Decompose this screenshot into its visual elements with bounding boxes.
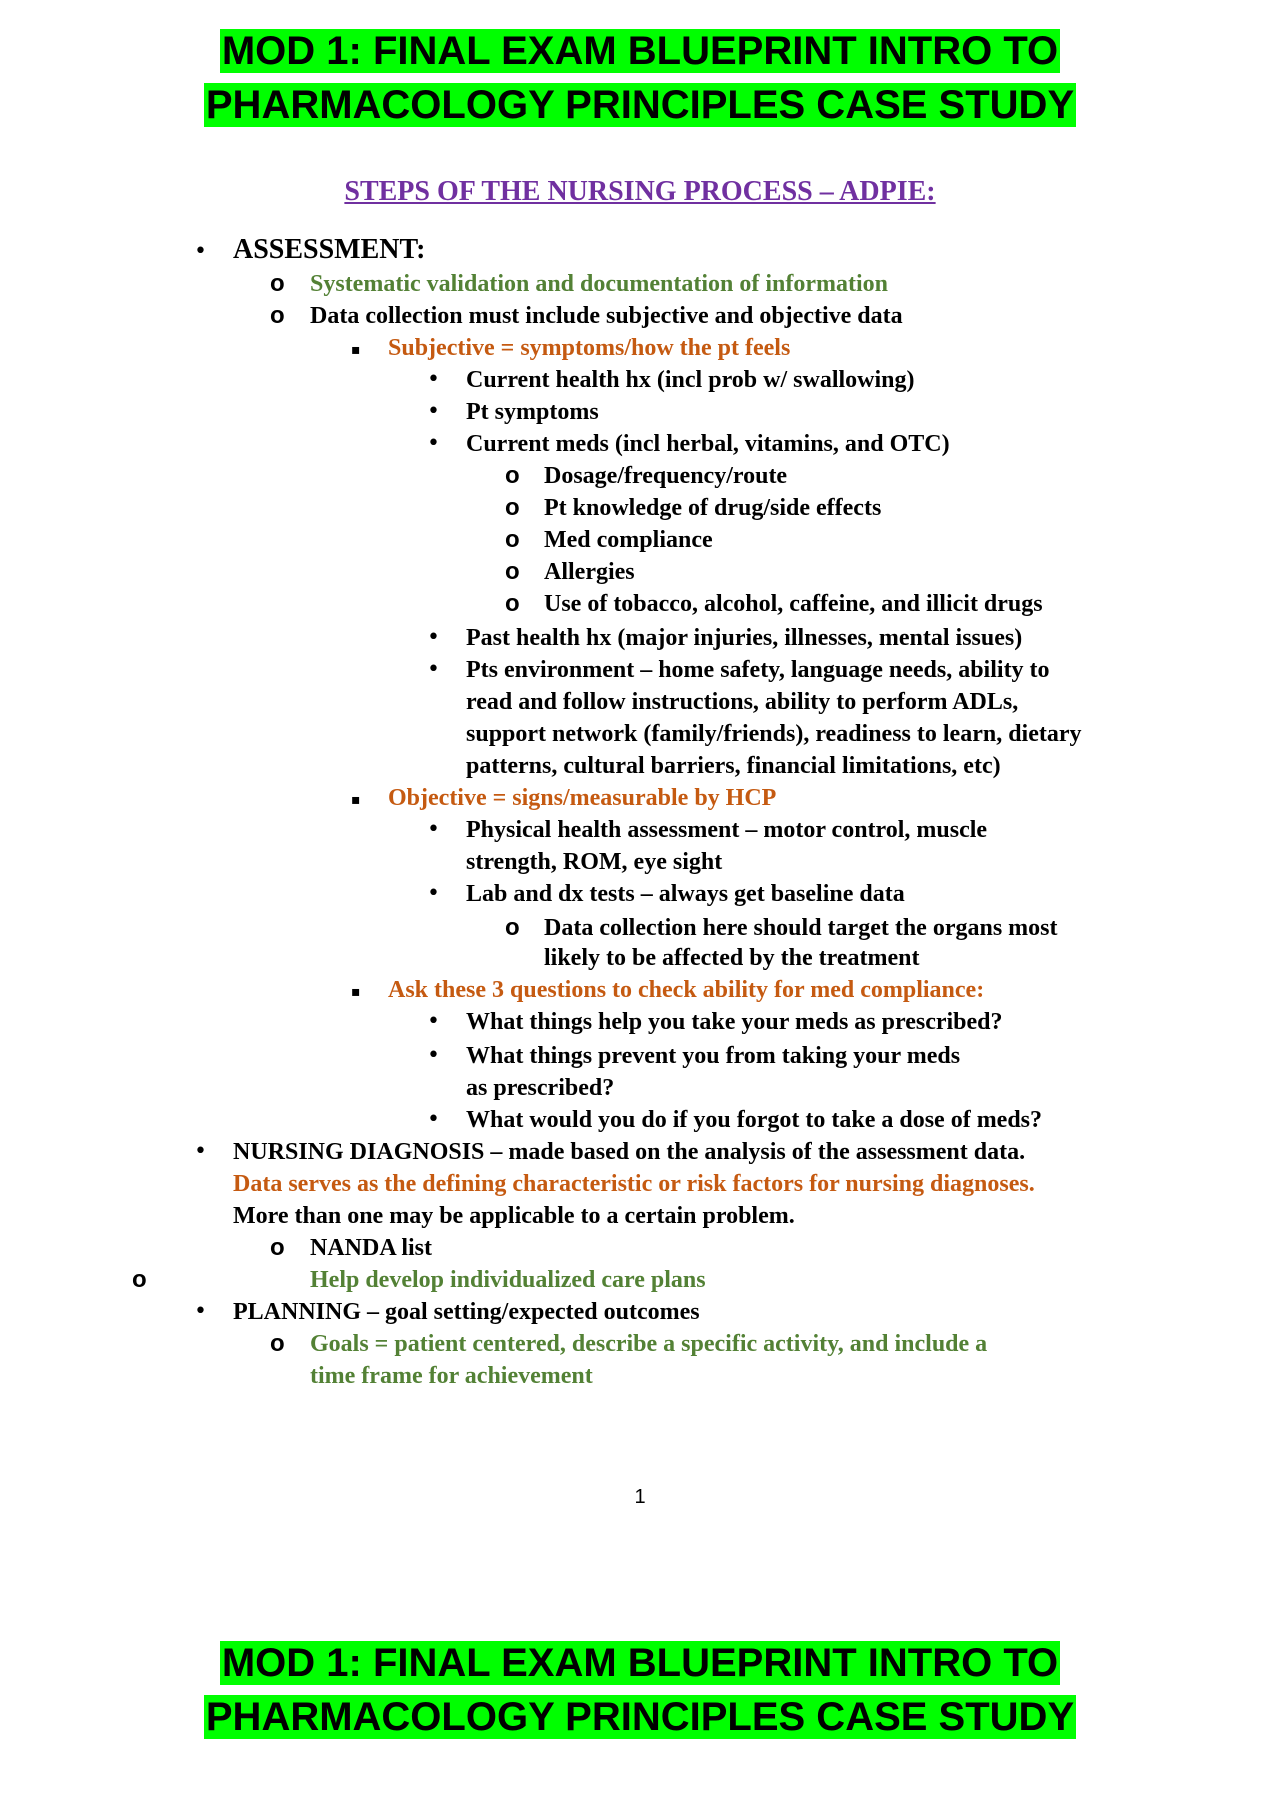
questions-title: Ask these 3 questions to check ability for med compliance: <box>388 977 985 1003</box>
environment-line: Pts environment – home safety, language needs, ability to <box>466 657 1050 683</box>
diagnosis-item: Help develop individualized care plans <box>310 1267 706 1293</box>
disc-bullet: • <box>427 657 440 682</box>
objective-item-cont: strength, ROM, eye sight <box>466 849 723 875</box>
subjective-item: Past health hx (major injuries, illnesses, mental issues) <box>466 625 1023 651</box>
environment-line: patterns, cultural barriers, financial limitations, etc) <box>466 753 1001 779</box>
objective-detail-cont: likely to be affected by the treatment <box>544 945 920 971</box>
objective-title: Objective = signs/measurable by HCP <box>388 785 777 811</box>
circle-bullet: o <box>505 494 520 521</box>
title-banner-top <box>0 24 1280 132</box>
disc-bullet: • <box>194 239 207 264</box>
planning-item: Goals = patient centered, describe a specific activity, and include a <box>310 1331 988 1357</box>
banner-line-2: PHARMACOLOGY PRINCIPLES CASE STUDY <box>205 1695 1075 1739</box>
circle-bullet: o <box>270 302 285 329</box>
circle-bullet: o <box>505 526 520 553</box>
square-bullet: ▪ <box>351 342 361 358</box>
section-heading: STEPS OF THE NURSING PROCESS – ADPIE: <box>344 176 936 207</box>
diagnosis-text: Data serves as the defining characteristic or risk factors for nursing diagnoses. <box>233 1171 1035 1197</box>
question-item: What things prevent you from taking your meds <box>466 1043 961 1069</box>
disc-bullet: • <box>427 817 440 842</box>
banner-line-2: PHARMACOLOGY PRINCIPLES CASE STUDY <box>205 83 1075 127</box>
circle-bullet: o <box>505 590 520 617</box>
disc-bullet: • <box>427 367 440 392</box>
circle-bullet: o <box>505 558 520 585</box>
disc-bullet: • <box>427 1107 440 1132</box>
circle-bullet: o <box>505 914 520 941</box>
assessment-item: Systematic validation and documentation of information <box>310 271 889 297</box>
med-detail-item: Dosage/frequency/route <box>544 463 788 489</box>
med-detail-item: Med compliance <box>544 527 713 553</box>
disc-bullet: • <box>427 1043 440 1068</box>
assessment-title: ASSESSMENT: <box>233 234 426 265</box>
disc-bullet: • <box>427 431 440 456</box>
med-detail-item: Allergies <box>544 559 635 585</box>
subjective-item: Pt symptoms <box>466 399 599 425</box>
objective-item: Physical health assessment – motor control, muscle <box>466 817 988 843</box>
disc-bullet: • <box>427 881 440 906</box>
environment-line: support network (family/friends), readiness to learn, dietary <box>466 721 1082 747</box>
diagnosis-text: More than one may be applicable to a certain problem. <box>233 1203 795 1229</box>
square-bullet: ▪ <box>351 792 361 808</box>
med-detail-item: Pt knowledge of drug/side effects <box>544 495 882 521</box>
title-banner-bottom <box>0 1636 1280 1744</box>
assessment-item: Data collection must include subjective and objective data <box>310 303 903 329</box>
diagnosis-item: NANDA list <box>310 1235 433 1261</box>
environment-line: read and follow instructions, ability to perform ADLs, <box>466 689 1019 715</box>
disc-bullet: • <box>194 1139 207 1164</box>
disc-bullet: • <box>427 625 440 650</box>
diagnosis-text: NURSING DIAGNOSIS – made based on the analysis of the assessment data. <box>233 1139 1026 1165</box>
circle-bullet: o <box>505 462 520 489</box>
med-detail-item: Use of tobacco, alcohol, caffeine, and illicit drugs <box>544 591 1043 617</box>
question-item: What things help you take your meds as prescribed? <box>466 1009 1003 1035</box>
banner-line-1: MOD 1: FINAL EXAM BLUEPRINT INTRO TO <box>221 1641 1059 1685</box>
banner-line-1: MOD 1: FINAL EXAM BLUEPRINT INTRO TO <box>221 29 1059 73</box>
subjective-item: Current health hx (incl prob w/ swallowing) <box>466 367 915 393</box>
circle-bullet: o <box>132 1266 147 1293</box>
disc-bullet: • <box>194 1299 207 1324</box>
disc-bullet: • <box>427 1009 440 1034</box>
circle-bullet: o <box>270 1330 285 1357</box>
page-number: 1 <box>634 1486 646 1508</box>
planning-title: PLANNING – goal setting/expected outcomes <box>233 1299 700 1325</box>
circle-bullet: o <box>270 1234 285 1261</box>
objective-item: Lab and dx tests – always get baseline data <box>466 881 905 907</box>
objective-detail: Data collection here should target the organs most <box>544 915 1058 941</box>
disc-bullet: • <box>427 399 440 424</box>
question-item: What would you do if you forgot to take a dose of meds? <box>466 1107 1043 1133</box>
planning-item-cont: time frame for achievement <box>310 1363 593 1389</box>
square-bullet: ▪ <box>351 984 361 1000</box>
circle-bullet: o <box>270 270 285 297</box>
subjective-title: Subjective = symptoms/how the pt feels <box>388 335 791 361</box>
question-item-cont: as prescribed? <box>466 1075 615 1101</box>
subjective-item: Current meds (incl herbal, vitamins, and OTC) <box>466 431 950 457</box>
